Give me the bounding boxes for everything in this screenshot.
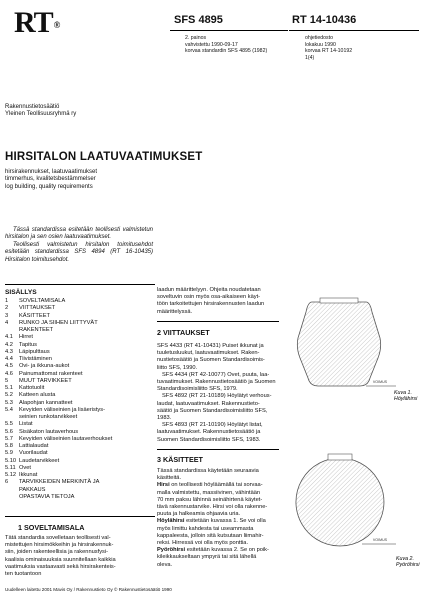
- toc-item[interactable]: 5.3 Alapohjan kannatteet: [5, 399, 73, 406]
- rt-logo: RT®: [14, 6, 60, 39]
- toc-item[interactable]: 5.10 Laudetarvikkeet: [5, 457, 60, 464]
- figure-2-label: VOIMUS: [372, 538, 388, 542]
- toc-item[interactable]: 4.4 Tiivistäminen: [5, 356, 52, 362]
- section1-heading: 1 SOVELTAMISALA: [18, 523, 85, 532]
- toc-item[interactable]: 5.2 Katteen alusta: [5, 392, 56, 399]
- toc-item[interactable]: 4.6 Painumattomat rakenteet: [5, 370, 83, 377]
- rt-code: RT 14-10436: [292, 14, 357, 26]
- figure-1-hoylahirsi: [284, 290, 424, 402]
- figure-1-label: VOIMUS: [372, 380, 388, 384]
- figure-1-caption-number: Kuva 1.: [394, 390, 412, 396]
- toc-item[interactable]: 5 MUUT TARVIKKEET: [5, 377, 72, 384]
- toc-item[interactable]: 5.5 Listat: [5, 421, 33, 428]
- section2-rule: [157, 321, 279, 322]
- document-title: HIRSITALON LAATUVAATIMUKSET: [5, 151, 203, 163]
- section2-heading: 2 VIITTAUKSET: [157, 328, 210, 337]
- section1-continued: laadun määrittelyyn. Ohjeita noudatetaan soveltuvin osin myös osa-aikaiseen käyt- töön tarkoitettujen hirsirakennusten laadun määrittelyssä.: [157, 287, 265, 315]
- intro-text: Tässä standardissa esitetään teollisesti valmistetun hirsitalon ja sen osien laatuvaatimukset. Teollisesti valmistetun hirsitalon toimitusehdot esitetään standardissa SFS 4894 (RT 16-10435) Hirsitalon toimitusehdot.: [5, 227, 153, 263]
- keywords: hirsirakennukset, laatuvaatimukset timmerhus, kvalitetsbestämmelser log building, quality requirements: [5, 169, 98, 190]
- footer-note: Uudelleen laitettu 2001 Mavis Oy / Rakennustieto Oy © Rakennustietosäätiö 1990: [5, 587, 172, 592]
- section1-rule: [5, 516, 155, 517]
- sfs-meta: 2. painos vahvistettu 1990-09-17 korvaa standardin SFS 4895 (1982): [185, 35, 268, 55]
- section2-text: SFS 4433 (RT 41-10431) Puiset ikkunat ja tuuletusluukut, laatuvaatimukset. Raken- nustietosäätiö ja Suomen Standardisoimis- liitto SFS, 1990. SFS 4434 (RT 42-10077) Ovet, puuta, laa- tuvaatimukset. Rakennustietosäätiö ja Suomen Standardisoimisliitto SFS, 1979. SFS 4892 (RT 21-10189) Höylätyt verhous- laudat, laatuvaatimukset. Rakennustieto- säätiö ja Suomen Standardisoimisliitto SFS, 1983. SFS 4893 (RT 21-10190) Höylätyt listat, laatuvaatimukset. Rakennustietosäätiö ja Suomen Standardisoimisliitto SFS, 1983.: [157, 343, 276, 443]
- figure-2-pyorohirsi: [284, 448, 424, 572]
- section1-text: Tätä standardia sovelletaan teollisesti val- mistettujen hirsimökkeihin ja hirsirakennuk- siin, joiden rakenteellisia ja rakennusfysi- kaalisia ominaisuuksia suunnitellaan kaikkia vaatimuksia vastaavasti sekä hirsirakenteis- ten tuotantoon: [5, 535, 116, 578]
- figure-2-caption-text: Pyöröhirsi: [396, 562, 420, 568]
- header-rule-left: [170, 30, 288, 31]
- rt-meta: ohjetiedosto lokakuu 1990 korvaa RT 14-10192 1(4): [305, 35, 353, 61]
- toc-item[interactable]: seinien runkotarvikkeet: [19, 414, 78, 420]
- toc-item[interactable]: RAKENTEET: [19, 327, 54, 333]
- section3-rule: [157, 449, 279, 450]
- log-cross-section: [297, 298, 380, 386]
- toc-item[interactable]: 5.11 Ovet: [5, 464, 32, 471]
- toc-list: [5, 298, 112, 501]
- toc-heading: SISÄLLYS: [5, 289, 37, 296]
- toc-item[interactable]: 4 RUNKO JA SIIHEN LIITTYVÄT: [5, 319, 98, 326]
- toc-item[interactable]: 4.3 Läpipulttaus: [5, 348, 50, 355]
- toc-item[interactable]: PAKKAUS: [19, 486, 46, 493]
- toc-item[interactable]: 5.12 Ikkunat: [5, 472, 38, 478]
- toc-item[interactable]: 5.1 Kattotuolit: [5, 385, 45, 391]
- toc-item[interactable]: 5.6 Sisäkaton lautaverhous: [5, 428, 79, 435]
- toc-item[interactable]: 3 KÄSITTEET: [5, 312, 50, 319]
- publisher: Rakennustietosäätiö Yleinen Teollisuusryhmä ry: [5, 104, 77, 118]
- toc-item[interactable]: 5.9 Vuorilaudat: [5, 450, 48, 457]
- toc-item[interactable]: 4.1 Hirret: [5, 334, 33, 341]
- section3-heading: 3 KÄSITTEET: [157, 455, 203, 464]
- figure-1-caption-text: Höylähirsi: [394, 396, 418, 402]
- section3-text: Tässä standardissa käytetään seuraavia käsitteitä. Hirsi on teollisesti höyläämällä tai sorvaa- malla valmistettu, massiivinen, vähintään 70 mm paksu lähinnä seinähirtenä käytet- tävä rakennustarvike. Hirsi voi olla rakenne- puuta ja halkeamia ohjaavia uria. Höylähirsi esitetään kuvassa 1. Se voi olla myös limittu kahdesta tai useammasta kappaleesta, jolloin sitä kutsutaan liimahir- reksi. Hirressä voi olla myös ponttia. Pyöröhirsi esitetään kuvassa 2. Se on poik- kileikkaukseltaan ympyrä tai sitä lähellä oleva.: [157, 468, 269, 568]
- toc-item[interactable]: 5.7 Kevyiden väliseinien lautaverhoukset: [5, 435, 113, 442]
- sfs-code: SFS 4895: [174, 14, 223, 26]
- toc-item[interactable]: 1 SOVELTAMISALA: [5, 298, 66, 304]
- toc-item[interactable]: 5.8 Lattialaudat: [5, 443, 49, 449]
- toc-item[interactable]: 2 VIITTAUKSET: [5, 305, 56, 312]
- round-log-cross-section: [296, 454, 384, 546]
- toc-rule: [5, 284, 155, 285]
- toc-item[interactable]: 4.5 Ovi- ja ikkuna-aukot: [5, 363, 70, 370]
- toc-item[interactable]: 6 TARVIKKEIDEN MERKINTÄ JA: [5, 479, 100, 486]
- header-rule-right: [289, 30, 419, 31]
- figure-2-caption-number: Kuva 2.: [396, 556, 414, 562]
- toc-item[interactable]: 4.2 Tapitus: [5, 341, 38, 348]
- toc-item[interactable]: 5.4 Kevyiden väliseinien ja lisäeristys-: [5, 406, 105, 413]
- toc-item[interactable]: OPASTAVIA TIETOJA: [19, 493, 75, 500]
